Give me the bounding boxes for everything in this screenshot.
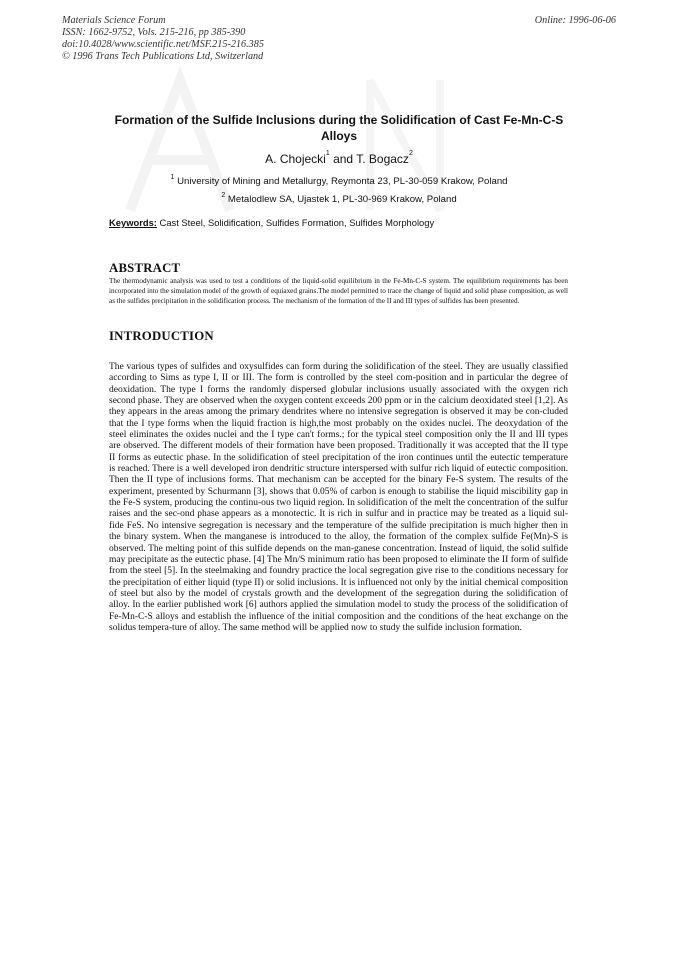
abstract-text: The thermodynamic analysis was used to test a conditions of the liquid-solid equilibrium in the Fe-Mn-C-S system. The equilibrium requirements has been incorporated into the simulation model of the growth of equiaxed grains.The model permitted to trace the change of liquid and solid phase composition, as well as the sulfides precipitation in the solidification process. The mechanism of the formation of the II and III types of sulfides has been presented. [109,277,568,305]
introduction-heading: INTRODUCTION [109,329,214,343]
affiliation-marker: 1 [325,150,330,157]
journal-name: Materials Science Forum [62,15,166,26]
author-name: A. Chojecki [265,152,326,166]
copyright-line: © 1996 Trans Tech Publications Ltd, Switzerland [62,51,264,62]
doi-link[interactable]: doi:10.4028/www.scientific.net/MSF.215-216.385 [62,39,264,50]
affiliation-marker: 2 [408,150,413,157]
affiliation-text: University of Mining and Metallurgy, Reymonta 23, PL-30-059 Krakow, Poland [177,176,508,187]
keywords-text: Cast Steel, Solidification, Sulfides Formation, Sulfides Morphology [159,217,435,228]
affiliation-text: Metalodlew SA, Ujastek 1, PL-30-969 Krakow, Poland [227,194,457,205]
affiliation-marker: 2 [221,192,226,199]
online-date: Online: 1996-06-06 [534,15,616,26]
abstract-heading: ABSTRACT [109,261,181,275]
affiliation-1 [100,176,578,187]
paper-title: Formation of the Sulfide Inclusions during the Solidification of Cast Fe-Mn-C-S Alloys [114,113,564,143]
affiliation-2 [100,194,578,205]
publication-header [62,15,264,63]
author-name: T. Bogacz [356,152,409,166]
introduction-text: The various types of sulfides and oxysulfides can form during the solidification of the steel. They are usually classified according to Sims as type I, II or III. The form is controlled by the steel com-position and in particular the degree of deoxidation. The type I forms the randomly dispersed globular inclusions usually associated with the oxygen rich second phase. They are observed when the oxygen content exceeds 200 ppm or in the calcium deoxidated steel [1,2]. As they appears in the areas among the primary dendrites where no intensive segregation is observed it may be con-cluded that the I type forms when the liquid fraction is high,the most probably on the oxides nuclei. The deoxydation of the steel eliminates the oxides nuclei and the I type can't forms.; for the typical steel composition only the II and III types are observed. The different models of their formation have been proposed. Traditionally it was accepted that the II type II forms as eutectic phase. In the solidification of steel precipitation of the iron continues until the eutectic temperature is reached. There is a well developed iron dendritic structure interspersed with sulfur rich liquid of eutectic composition. Then the II type of inclusions forms. That mechanism can be accepted for the binary Fe-S system. The results of the experiment, presented by Schurmann [3], shows that 0.05% of carbon is enough to stabilise the liquid miscibility gap in the Fe-S system, producing the continu-ous two liquid region. In solidification of the melt the concentration of the sulfur raises and the sec-ond phase appears as a monotectic. It is rich in sulfur and in practice may be treated as a liquid sul-fide FeS. No intensive segregation is necessary and the temperature of the sulfide precipitation is much higher then in the binary system. When the manganese is introduced to the alloy, the formation of the complex sulfide Fe(Mn)-S is observed. The melting point of this sulfide depends on the man-ganese concentration. Instead of liquid, the solid sulfide may precipitate as the eutectic phase. [4] The Mn/S minimum ratio has been proposed to eliminate the II form of sulfide from the steel [5]. In the steelmaking and foundry practice the local segregation give rise to the conditions necessary for the precipitation of either liquid (type II) or solid inclusions. It is influenced not only by the initial chemical composition of steel but also by the model of crystals growth and the development of the segregation during the solidification of alloy. In the earlier published work [6] authors applied the simulation model to study the process of the solidification of Fe-Mn-C-S alloys and establish the influence of the initial composition and the conditions of the heat exchange on the solidus tempera-ture of alloy. The same method will be applied now to study the sulfide inclusion formation. [109,362,568,633]
keywords-line [109,217,434,228]
keywords-label: Keywords: [109,217,157,228]
affiliation-marker: 1 [170,174,175,181]
issn-line: ISSN: 1662-9752, Vols. 215-216, pp 385-390 [62,27,246,38]
author-list [100,152,578,166]
author-separator: and [329,152,357,166]
